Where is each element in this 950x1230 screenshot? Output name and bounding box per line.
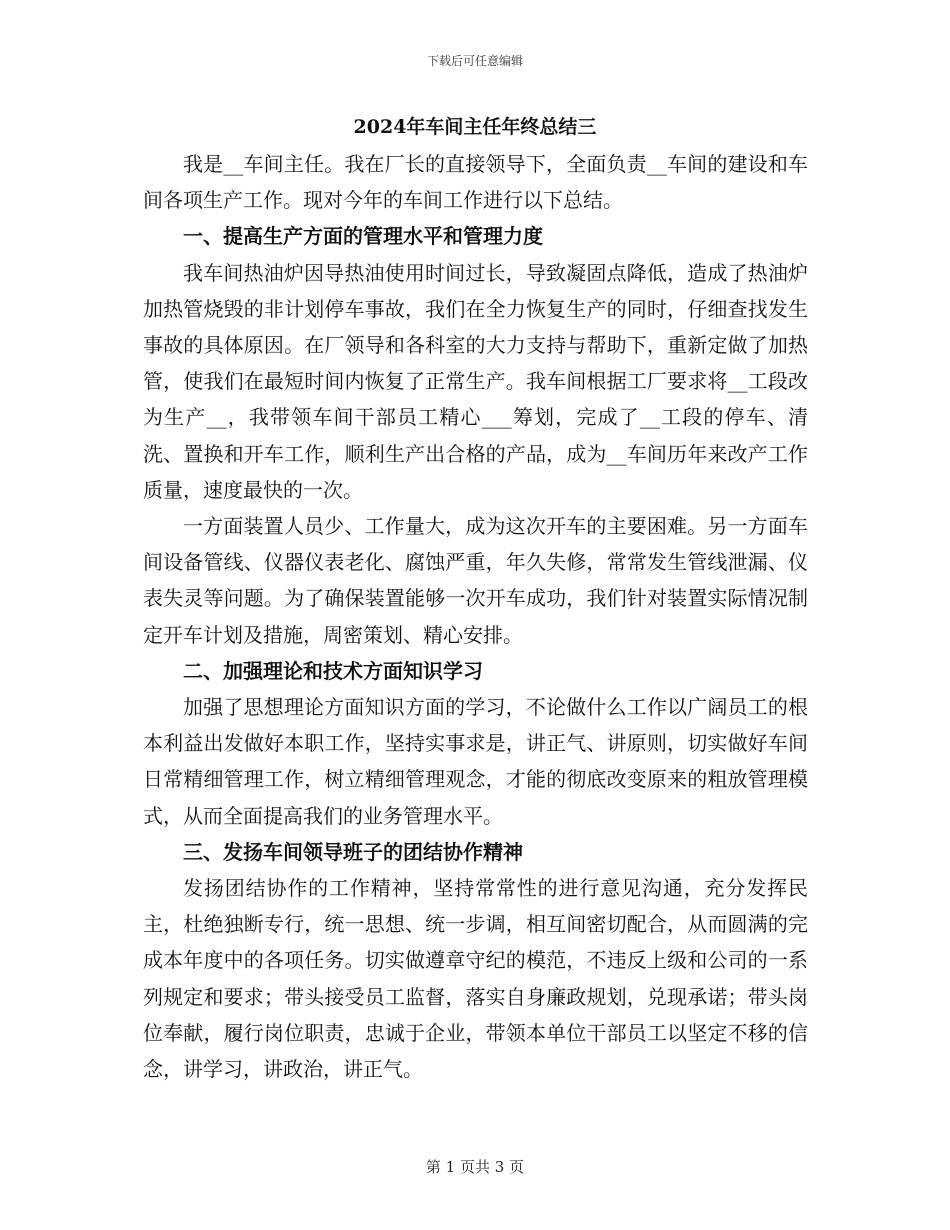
paragraph-section-1b: 一方面装置人员少、工作量大，成为这次开车的主要困难。另一方面车间设备管线、仪器仪表老化、腐蚀严重，年久失修，常常发生管线泄漏、仪表失灵等问题。为了确保装置能够一次开车成功，我们针对装置实际情况制定开车计划及措施，周密策划、精心安排。 [143,514,808,647]
document-body [143,146,808,1087]
section-heading-3: 三、发扬车间领导班子的团结协作精神 [183,839,523,864]
section-heading-1: 一、提高生产方面的管理水平和管理力度 [183,224,543,249]
paragraph-intro: 我是__车间主任。我在厂长的直接领导下，全面负责__车间的建设和车间各项生产工作。现对今年的车间工作进行以下总结。 [143,152,808,213]
paragraph-section-2: 加强了思想理论方面知识方面的学习，不论做什么工作以广阔员工的根本利益出发做好本职工作，坚持实事求是，讲正气、讲原则，切实做好车间日常精细管理工作，树立精细管理观念，才能的彻底改变原来的粗放管理模式，从而全面提高我们的业务管理水平。 [143,695,808,828]
paragraph-section-3: 发扬团结协作的工作精神，坚持常常性的进行意见沟通，充分发挥民主，杜绝独断专行，统一思想、统一步调，相互间密切配合，从而圆满的完成本年度中的各项任务。切实做遵章守纪的模范，不违反上级和公司的一系列规定和要求；带头接受员工监督，落实自身廉政规划，兑现承诺；带头岗位奉献，履行岗位职责，忠诚于企业，带领本单位干部员工以坚定不移的信念，讲学习，讲政治，讲正气。 [143,876,808,1082]
section-heading-2: 二、加强理论和技术方面知识学习 [183,658,483,683]
page-number: 第 1 页共 3 页 [425,1158,525,1176]
document-title: 2024年车间主任年终总结三 [353,116,597,138]
header-note: 下载后可任意编辑 [426,54,523,68]
paragraph-section-1a: 我车间热油炉因导热油使用时间过长，导致凝固点降低，造成了热油炉加热管烧毁的非计划停车事故，我们在全力恢复生产的同时，仔细查找发生事故的具体原因。在厂领导和各科室的大力支持与帮助下，重新定做了加热管，使我们在最短时间内恢复了正常生产。我车间根据工厂要求将__工段改为生产__，我带领车间干部员工精心___筹划，完成了__工段的停车、清洗、置换和开车工作，顺利生产出合格的产品，成为__车间历年来改产工作质量，速度最快的一次。 [143,260,808,502]
